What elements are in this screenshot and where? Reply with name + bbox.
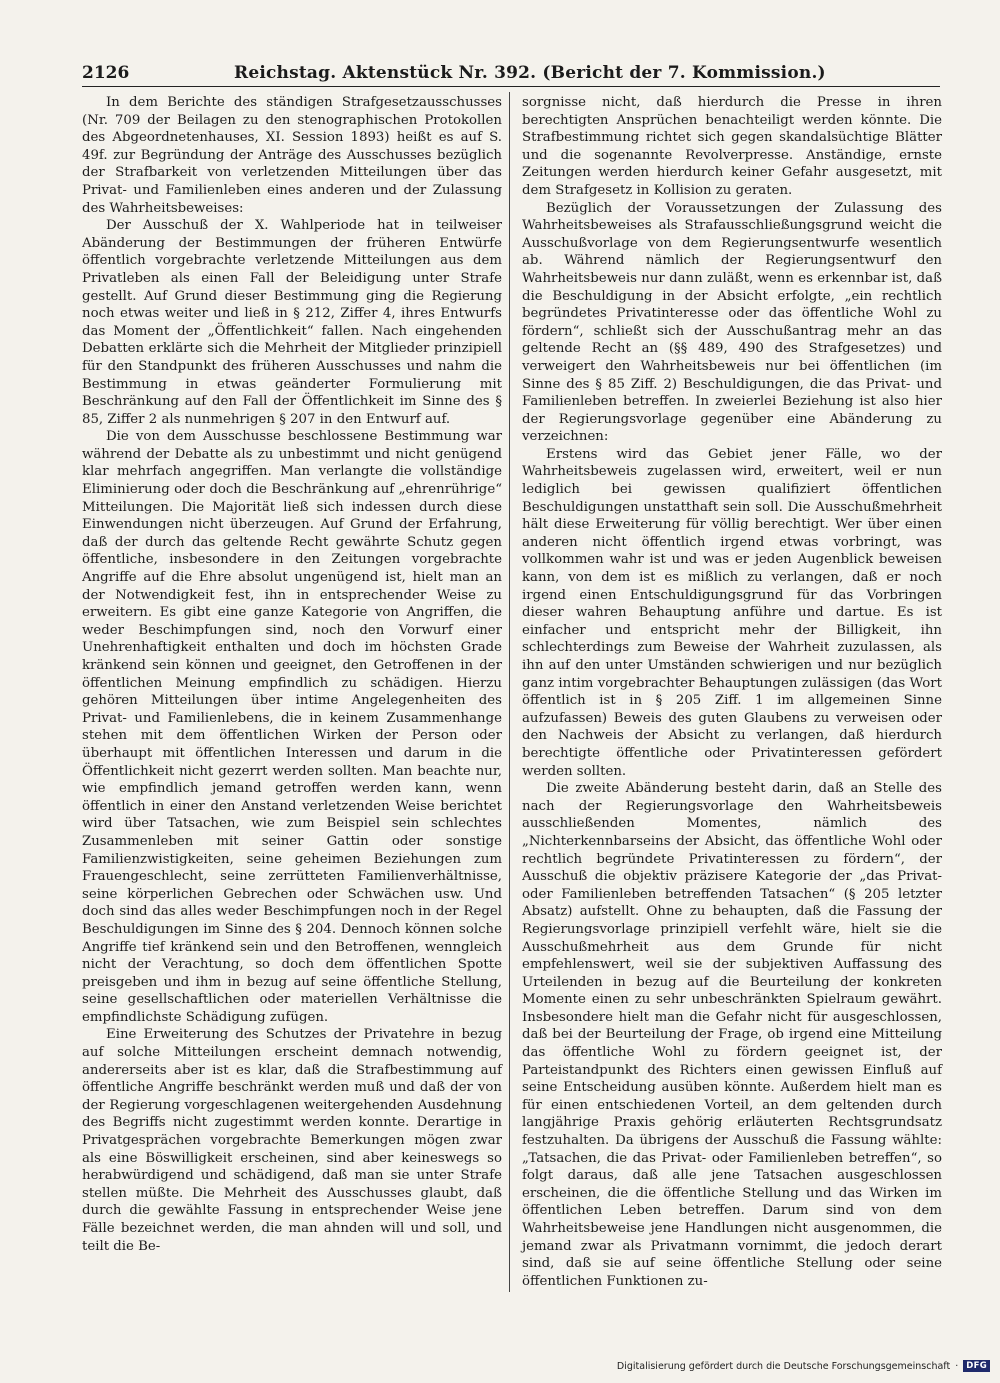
paragraph: Bezüglich der Voraussetzungen der Zulassung des Wahrheitsbeweises als Strafausschließungsgrund weicht die Ausschußvorlage von dem Regierungsentwurfe wesentlich ab. Während nämlich der Regierungsentwurf den Wahrheitsbeweis nur dann zuläßt, wenn es erkennbar ist, daß die Beschuldigung in der Absicht erfolgte, „ein rechtlich begründetes Privatinteresse oder das öffentliche Wohl zu fördern“, schließt sich der Ausschußantrag mehr an das geltende Recht an (§§ 489, 490 des Strafgesetzes) und verweigert den Wahrheitsbeweis nur bei öffentlichen (im Sinne des § 85 Ziff. 2) Beschuldigungen, die das Privat- und Familienleben betreffen. In zweierlei Beziehung ist also hier der Regierungsvorlage gegenüber eine Abänderung zu verzeichnen: <box>522 200 942 445</box>
right-column <box>522 94 942 1290</box>
page-number: 2126 <box>82 63 130 83</box>
paragraph: sorgnisse nicht, daß hierdurch die Presse in ihren berechtigten Ansprüchen benachteiligt werden könnte. Die Strafbestimmung richtet sich gegen skandalsüchtige Blätter und die sogenannte Revolverpresse. Anständige, ernste Zeitungen werden hierdurch keiner Gefahr ausgesetzt, mit dem Strafgesetz in Kollision zu geraten. <box>522 95 942 198</box>
left-column <box>82 94 502 1255</box>
paragraph: Der Ausschuß der X. Wahlperiode hat in teilweiser Abänderung der Bestimmungen der früheren Entwürfe öffentlich vorgebrachte verletzende Mitteilungen aus dem Privatleben als einen Fall der Beleidigung unter Strafe gestellt. Auf Grund dieser Bestimmung ging die Regierung noch etwas weiter und ließ in § 212, Ziffer 4, ihres Entwurfs das Moment der „Öffentlichkeit“ fallen. Nach eingehenden Debatten erklärte sich die Mehrheit der Mitglieder prinzipiell für den Standpunkt des früheren Ausschusses und nahm die Bestimmung in etwas geänderter Formulierung mit Beschränkung auf den Fall der Öffentlichkeit im Sinne des § 85, Ziffer 2 als nunmehrigen § 207 in den Entwurf auf. <box>82 218 502 427</box>
running-title: Reichstag. Aktenstück Nr. 392. (Bericht der 7. Kommission.) <box>234 63 826 83</box>
header-rule <box>82 86 940 87</box>
paragraph: Eine Erweiterung des Schutzes der Privatehre in bezug auf solche Mitteilungen erscheint demnach notwendig, andererseits aber ist es klar, daß die Strafbestimmung auf öffentliche Angriffe beschränkt werden muß und daß der von der Regierung vorgeschlagenen weitergehenden Ausdehnung des Begriffs nicht zugestimmt werden konnte. Derartige in Privatgesprächen vorgebrachte Bemerkungen mögen zwar als eine Böswilligkeit erscheinen, sind aber keineswegs so herabwürdigend und schädigend, daß man sie unter Strafe stellen müßte. Die Mehrheit des Ausschusses glaubt, daß durch die gewählte Fassung in entsprechender Weise jene Fälle bezeichnet werden, die man ahnden will und soll, und teilt die Be- <box>82 1027 502 1254</box>
digitization-footer: Digitalisierung gefördert durch die Deutsche Forschungsgemeinschaft · DFG <box>617 1360 990 1372</box>
page-header <box>82 60 940 86</box>
paragraph: Erstens wird das Gebiet jener Fälle, wo der Wahrheitsbeweis zugelassen wird, erweitert, weil er nun lediglich bei gewissen qualifiziert öffentlichen Beschuldigungen unstatthaft sein soll. Die Ausschußmehrheit hält diese Erweiterung für völlig berechtigt. Wer über einen anderen nicht öffentlich irgend etwas vorbringt, was vollkommen wahr ist und was er jeden Augenblick beweisen kann, von dem ist es mißlich zu verlangen, daß er noch irgend einen Entschuldigungsgrund für das Vorbringen dieser wahren Behauptung anführe und dartue. Es ist einfacher und entspricht mehr der Billigkeit, ihn schlechterdings zum Beweise der Wahrheit zuzulassen, als ihn auf den unter Umständen schwierigen und nur bezüglich ganz intim vorgebrachter Behauptungen zulässigen (das Wort öffentlich ist in § 205 Ziff. 1 im allgemeinen Sinne aufzufassen) Beweis des guten Glaubens zu verweisen oder den Nachweis der Absicht zu verlangen, daß hierdurch berechtigte öffentliche oder Privatinteressen gefördert werden sollten. <box>522 446 942 779</box>
paragraph: In dem Berichte des ständigen Strafgesetzausschusses (Nr. 709 der Beilagen zu den stenographischen Protokollen des Abgeordnetenhauses, XI. Session 1893) heißt es auf S. 49f. zur Begründung der Anträge des Ausschusses bezüglich der Strafbarkeit von verletzenden Mitteilungen über das Privat- und Familienleben eines anderen und der Zulassung des Wahrheitsbeweises: <box>82 95 502 216</box>
dfg-logo: DFG <box>963 1360 990 1372</box>
paragraph: Die von dem Ausschusse beschlossene Bestimmung war während der Debatte als zu unbestimmt und nicht genügend klar mehrfach angegriffen. Man verlangte die vollständige Eliminierung oder doch die Beschränkung auf „ehrenrührige“ Mitteilungen. Die Majorität ließ sich indessen durch diese Einwendungen nicht überzeugen. Auf Grund der Erfahrung, daß der durch das geltende Recht gewährte Schutz gegen öffentliche, insbesondere in den Zeitungen vorgebrachte Angriffe auf die Ehre absolut ungenügend ist, hielt man an der Notwendigkeit fest, ihn in entsprechender Weise zu erweitern. Es gibt eine ganze Kategorie von Angriffen, die weder Beschimpfungen sind, noch den Vorwurf einer Unehrenhaftigkeit enthalten und doch im höchsten Grade kränkend sein können und geeignet, den Getroffenen in der öffentlichen Meinung empfindlich zu schädigen. Hierzu gehören Mitteilungen über intime Angelegenheiten des Privat- und Familienlebens, die in keinem Zusammenhange stehen mit dem öffentlichen Wirken der Person oder überhaupt mit öffentlichen Interessen und darum in die Öffentlichkeit nicht gezerrt werden sollten. Man beachte nur, wie empfindlich jemand getroffen werden kann, wenn öffentlich in einer den Anstand verletzenden Weise berichtet wird über Tatsachen, wie zum Beispiel sein schlechtes Zusammenleben mit seiner Gattin oder sonstige Familienzwistigkeiten, seine geheimen Beziehungen zum Frauengeschlecht, seine zerrütteten Familienverhältnisse, seine körperlichen Gebrechen oder Schwächen usw. Und doch sind das alles weder Beschimpfungen noch in der Regel Beschuldigungen im Sinne des § 204. Dennoch können solche Angriffe tief kränkend sein und den Betroffenen, wenngleich nicht der Verachtung, so doch dem öffentlichen Spotte preisgeben und ihm in bezug auf seine öffentliche Stellung, seine gesellschaftlichen oder materiellen Verhältnisse die empfindlichste Schädigung zufügen. <box>82 429 502 1025</box>
footer-credit: Digitalisierung gefördert durch die Deutsche Forschungsgemeinschaft <box>616 1360 951 1372</box>
paragraph: Die zweite Abänderung besteht darin, daß an Stelle des nach der Regierungsvorlage den Wahrheitsbeweis ausschließenden Momentes, nämlich des „Nichterkennbarseins der Absicht, das öffentliche Wohl oder rechtlich begründete Privatinteressen zu fördern“, der Ausschuß die objektiv präzisere Kategorie der „das Privat- oder Familienleben betreffenden Tatsachen“ (§ 205 letzter Absatz) aufstellt. Ohne zu behaupten, daß die Fassung der Regierungsvorlage prinzipiell verfehlt wäre, hielt sie die Ausschußmehrheit aus dem Grunde für nicht empfehlenswert, weil sie der subjektiven Auffassung des Urteilenden in bezug auf die Beurteilung der konkreten Momente einen zu sehr unbeschränkten Spielraum gewährt. Insbesondere hielt man die Gefahr nicht für ausgeschlossen, daß bei der Beurteilung der Frage, ob irgend eine Mitteilung das öffentliche Wohl zu fördern geeignet ist, der Parteistandpunkt des Richters einen gewissen Einfluß auf seine Entscheidung ausüben könnte. Außerdem hielt man es für einen entschiedenen Vorteil, an dem geltenden durch langjährige Praxis gehörig erläuterten Rechtsgrundsatz festzuhalten. Da übrigens der Ausschuß die Fassung wählte: „Tatsachen, die das Privat- oder Familienleben betreffen“, so folgt daraus, daß alle jene Tatsachen ausgeschlossen erscheinen, die die öffentliche Stellung und das Wirken im öffentlichen Leben betreffen. Darum sind von dem Wahrheitsbeweise jene Handlungen nicht ausgenommen, die jemand zwar als Privatmann vornimmt, die jedoch derart sind, daß sie auf seine öffentliche Stellung oder seine öffentlichen Funktionen zu- <box>522 781 942 1289</box>
column-divider <box>509 92 510 1292</box>
